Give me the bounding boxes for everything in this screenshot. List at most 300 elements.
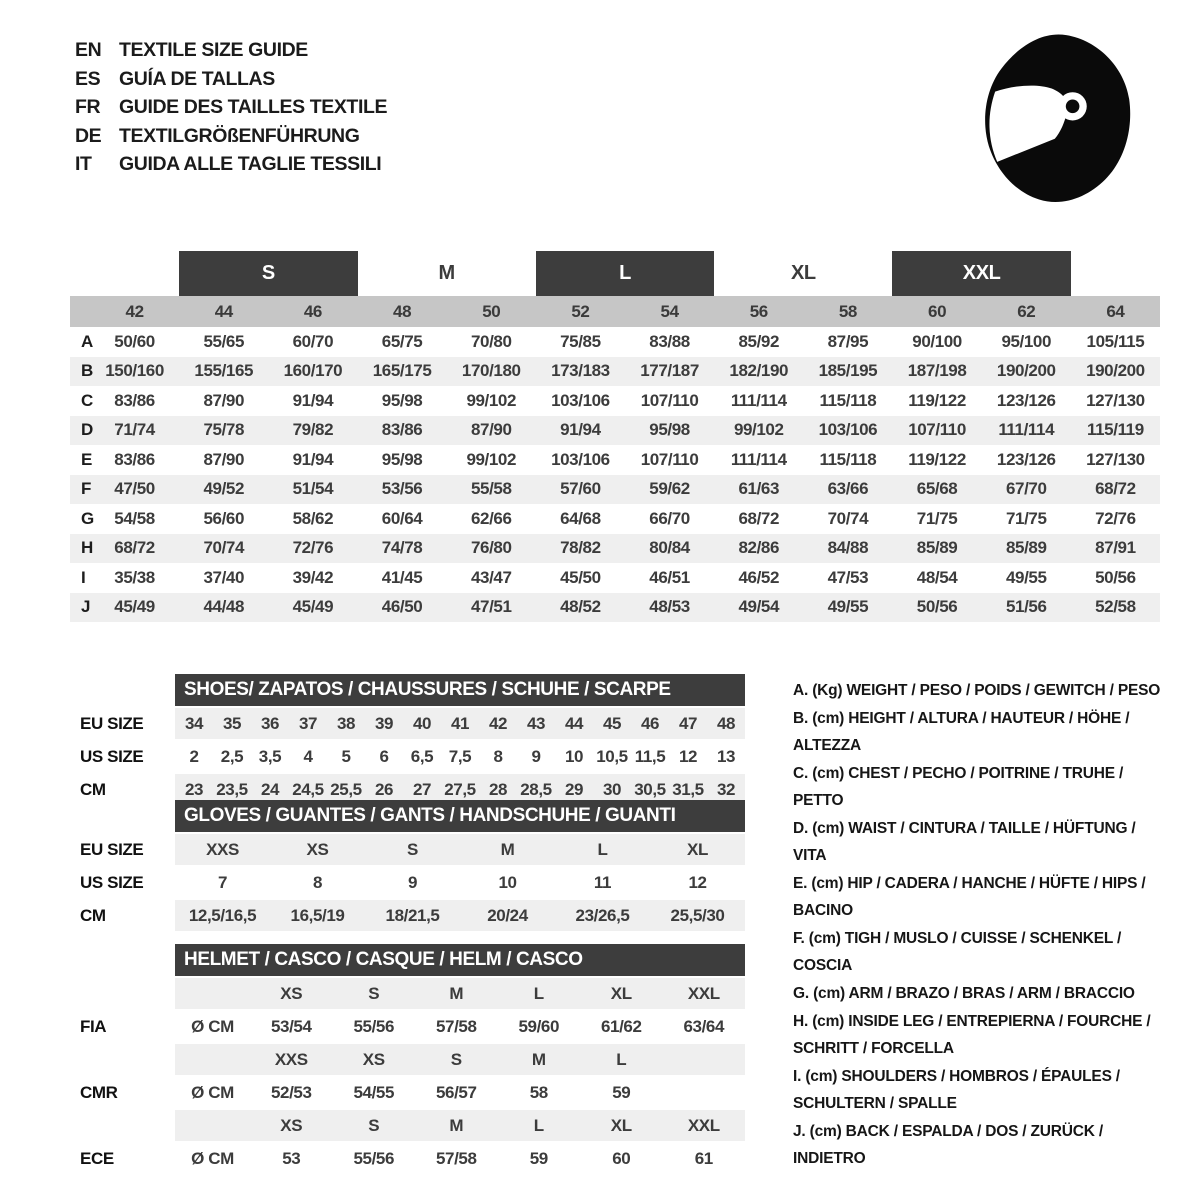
size-value: 182/190 [729,361,789,381]
size-value: 47/53 [827,567,869,587]
measurement-row-g [70,504,1160,534]
size-value: 16,5/19 [290,905,345,925]
helmet-size-label: M [531,1049,546,1069]
size-value: L [597,839,608,859]
size-value: 67/70 [1005,479,1047,499]
language-titles-block [75,36,387,179]
size-value: 83/86 [114,390,155,410]
size-value: 63/64 [683,1016,725,1036]
helmet-sizes-row-ece [75,1110,745,1141]
size-value: 107/110 [640,449,699,469]
size-value: 9 [407,872,418,892]
size-value: 60 [612,1148,631,1168]
size-value: 49/55 [1005,567,1047,587]
measurement-row-c [70,386,1160,416]
row-label: C [81,390,93,410]
size-value: 190/200 [1086,361,1145,381]
size-value: 35/38 [114,567,155,587]
row-label: I [81,567,86,587]
size-value: 25,5/30 [670,905,725,925]
size-group-xxl: XXL [892,251,1070,296]
size-value: 43 [526,713,546,733]
size-value: 84/88 [827,538,869,558]
size-value: 59 [529,1148,548,1168]
helmet-size-table [75,944,745,1174]
size-value: 46/50 [381,597,423,617]
size-column-64: 64 [1106,301,1125,321]
size-value: 29 [564,779,584,799]
size-value: 30 [602,779,622,799]
size-value: 32 [716,779,736,799]
size-value: 150/160 [105,361,164,381]
size-value: 61/62 [600,1016,642,1036]
size-column-44: 44 [214,301,233,321]
standard-label: ECE [80,1148,114,1168]
size-value: 60/64 [381,508,423,528]
size-value: 65/68 [916,479,958,499]
size-value: 75/78 [203,420,245,440]
size-value: 12 [678,746,698,766]
size-value: 72/76 [1095,508,1136,528]
size-value: 65/75 [381,331,423,351]
helmet-size-label: S [368,983,380,1003]
size-value: 53/56 [381,479,423,499]
helmet-size-label: XXL [687,983,720,1003]
measurement-row-a [70,327,1160,357]
size-value: 48/52 [560,597,601,617]
helmet-size-label: S [450,1049,462,1069]
row-label: US SIZE [80,872,144,892]
size-value: 75/85 [560,331,601,351]
size-value: 34 [184,713,204,733]
unit-label: Ø CM [191,1148,234,1168]
size-value: 57/58 [435,1016,477,1036]
legend-item-h: H. (cm) INSIDE LEG / ENTREPIERNA / FOURCHE / SCHRITT / FORCELLA [793,1013,1151,1057]
helmet-values-row-cmr [75,1077,745,1108]
size-value: 39 [374,713,394,733]
helmet-table-title: HELMET / CASCO / CASQUE / HELM / CASCO [175,944,745,976]
size-value: 12 [688,872,707,892]
size-value: 10 [564,746,584,766]
size-group-header-row [70,251,1160,296]
size-value: 31,5 [672,779,704,799]
size-value: 50/56 [916,597,958,617]
size-value: 42 [488,713,508,733]
size-value: 52/58 [1095,597,1136,617]
size-value: 44/48 [203,597,245,617]
size-value: 58 [529,1082,548,1102]
size-value: 24 [260,779,280,799]
size-value: 56/57 [435,1082,477,1102]
size-value: 61 [694,1148,713,1168]
size-value: 58/62 [292,508,334,528]
size-value: 23/26,5 [575,905,630,925]
size-value: 49/52 [203,479,245,499]
size-value: 3,5 [258,746,282,766]
size-value: 36 [260,713,280,733]
size-value: 49/54 [738,597,780,617]
size-value: 35 [222,713,242,733]
size-value: 55/56 [353,1016,395,1036]
legend-item-g: G. (cm) ARM / BRAZO / BRAS / ARM / BRACCIO [793,985,1135,1002]
size-value: 68/72 [738,508,780,528]
helmet-size-label: XXL [687,1115,720,1135]
size-value: 79/82 [292,420,334,440]
size-value: 20/24 [487,905,528,925]
measurement-row-b [70,357,1160,387]
size-value: 54/58 [114,508,155,528]
size-value: 91/94 [292,390,334,410]
size-value: 187/198 [907,361,967,381]
size-value: 78/82 [560,538,601,558]
size-value: 12,5/16,5 [188,905,257,925]
size-value: 59/62 [649,479,690,499]
size-value: 18/21,5 [385,905,440,925]
size-value: 103/106 [818,420,878,440]
gloves-table-rows [75,834,745,931]
standard-label: CMR [80,1082,118,1102]
legend-item-j: J. (cm) BACK / ESPALDA / DOS / ZURÜCK / INDIETRO [793,1123,1103,1167]
size-group-l: L [536,251,714,296]
size-value: 51/54 [292,479,334,499]
size-value: XL [687,839,708,859]
size-value: 95/98 [381,449,423,469]
size-value: 87/90 [203,390,245,410]
language-row-fr [75,93,387,122]
legend-item-b: B. (cm) HEIGHT / ALTURA / HAUTEUR / HÖHE / ALTEZZA [793,710,1130,754]
size-value: 105/115 [1086,331,1145,351]
textile-size-table [70,251,1160,622]
size-value: 71/75 [916,508,958,528]
size-value: 11,5 [634,746,666,766]
guide-title: GUIDE DES TAILLES TEXTILE [119,96,388,118]
size-value: 57/60 [560,479,601,499]
size-value: 160/170 [283,361,343,381]
size-group-xl: XL [790,262,816,284]
size-value: 37 [298,713,318,733]
language-row-de [75,122,387,151]
size-value: 44 [564,713,584,733]
size-value: 91/94 [560,420,601,440]
size-column-42: 42 [125,301,144,321]
shoes-size-table [75,674,745,805]
measurement-legend [793,677,1161,1173]
size-value: 87/90 [470,420,512,440]
language-row-it [75,150,387,179]
size-value: 173/183 [551,361,610,381]
size-value: 70/80 [470,331,512,351]
size-value: 115/119 [1087,420,1144,440]
size-value: 95/98 [381,390,423,410]
language-row-es [75,65,387,94]
size-value: 45/49 [292,597,334,617]
unit-label: Ø CM [191,1016,234,1036]
row-label: EU SIZE [80,713,144,733]
legend-item-c: C. (cm) CHEST / PECHO / POITRINE / TRUHE / PETTO [793,765,1124,809]
size-value: 111/114 [998,420,1055,440]
shoes-row-us-size [75,741,745,772]
size-value: 2 [189,746,199,766]
size-value: 7,5 [448,746,472,766]
row-label: B [81,361,93,381]
size-value: 23,5 [216,779,248,799]
size-value: 46 [640,713,660,733]
size-value: 107/110 [640,390,699,410]
size-value: 10 [498,872,517,892]
size-value: 99/102 [466,449,517,469]
row-label: D [81,420,93,440]
size-value: 177/187 [640,361,699,381]
size-value: XXS [206,839,239,859]
size-value: 46/52 [738,567,780,587]
size-value: 76/80 [470,538,512,558]
measurement-row-d [70,416,1160,446]
size-value: 48/53 [649,597,690,617]
size-value: 38 [336,713,356,733]
size-value: 55/65 [203,331,245,351]
helmet-size-label: XXS [274,1049,308,1069]
size-value: 5 [341,746,351,766]
measurement-row-i [70,563,1160,593]
size-value: M [500,839,515,859]
size-value: 46/51 [649,567,690,587]
unit-label: Ø CM [191,1082,234,1102]
size-value: 95/98 [649,420,690,440]
size-value: 62/66 [470,508,512,528]
shoes-table-title: SHOES/ ZAPATOS / CHAUSSURES / SCHUHE / SCARPE [175,674,745,706]
size-value: 83/86 [114,449,155,469]
size-value: 13 [716,746,736,766]
size-value: 10,5 [596,746,628,766]
size-value: 85/89 [916,538,958,558]
size-value: 64/68 [560,508,601,528]
helmet-size-label: XS [280,1115,303,1135]
size-value: 87/91 [1095,538,1136,558]
gloves-table-title: GLOVES / GUANTES / GANTS / HANDSCHUHE / GUANTI [175,800,745,832]
language-code: EN [75,39,102,61]
size-value: 123/126 [996,390,1056,410]
size-value: 91/94 [292,449,334,469]
legend-item-a: A. (Kg) WEIGHT / PESO / POIDS / GEWITCH / PESO [793,682,1161,699]
helmet-size-label: XS [362,1049,385,1069]
size-value: 24,5 [292,779,324,799]
size-value: 47/50 [114,479,155,499]
size-value: 45/50 [560,567,601,587]
size-value: 52/53 [270,1082,312,1102]
size-value: S [407,839,418,859]
measurement-row-e [70,445,1160,475]
size-value: 60/70 [292,331,334,351]
measurement-row-f [70,475,1160,505]
size-value: 43/47 [470,567,512,587]
size-value: 49/55 [827,597,869,617]
size-value: 47/51 [470,597,512,617]
size-value: 71/75 [1005,508,1047,528]
size-column-52: 52 [571,301,590,321]
size-value: 45 [602,713,622,733]
row-label: E [81,449,92,469]
size-value: 127/130 [1086,390,1145,410]
size-value: 50/56 [1095,567,1136,587]
size-value: 8 [312,872,323,892]
guide-title: GUIDA ALLE TAGLIE TESSILI [119,153,382,175]
legend-item-f: F. (cm) TIGH / MUSLO / CUISSE / SCHENKEL / COSCIA [793,930,1122,974]
size-value: 90/100 [912,331,962,351]
size-value: 50/60 [114,331,155,351]
helmet-size-label: L [533,1115,544,1135]
row-label: CM [80,779,106,799]
row-label: H [81,538,93,558]
size-value: 59 [612,1082,631,1102]
size-value: 53 [282,1148,301,1168]
size-value: 127/130 [1086,449,1145,469]
size-value: 8 [493,746,503,766]
size-value: 68/72 [114,538,155,558]
size-column-46: 46 [303,301,322,321]
size-value: 41/45 [381,567,423,587]
size-value: 41 [450,713,470,733]
size-value: 85/92 [738,331,780,351]
size-value: 107/110 [908,420,966,440]
helmet-size-label: M [449,1115,464,1135]
size-value: 55/56 [353,1148,395,1168]
size-value: 185/195 [818,361,878,381]
size-value: 87/95 [827,331,869,351]
size-value: 57/58 [435,1148,477,1168]
measurement-row-j [70,593,1160,623]
size-column-62: 62 [1017,301,1036,321]
size-value: 123/126 [996,449,1056,469]
gloves-row-cm [75,900,745,931]
size-value: 51/56 [1005,597,1047,617]
size-value: 61/63 [738,479,780,499]
helmet-values-row-ece [75,1143,745,1174]
size-value: 40 [412,713,432,733]
helmet-size-label: XL [610,1115,632,1135]
size-column-56: 56 [749,301,768,321]
size-value: 6,5 [410,746,434,766]
size-value: 80/84 [649,538,690,558]
helmet-table-rows [75,978,745,1174]
size-value: 99/102 [733,420,784,440]
size-value: 23 [184,779,204,799]
size-value: 87/90 [203,449,245,469]
size-column-60: 60 [928,301,947,321]
size-value: 85/89 [1005,538,1047,558]
size-value: 63/66 [827,479,869,499]
legend-item-d: D. (cm) WAIST / CINTURA / TAILLE / HÜFTUNG / VITA [793,820,1136,864]
size-value: 103/106 [551,449,610,469]
helmet-sizes-row-cmr [75,1044,745,1075]
language-code: FR [75,96,101,118]
helmet-size-label: M [449,983,464,1003]
language-row-en [75,36,387,65]
size-value: 70/74 [203,538,245,558]
size-value: 190/200 [996,361,1056,381]
row-label: G [81,508,94,528]
helmet-size-label: S [368,1115,380,1135]
size-value: 119/122 [908,390,966,410]
size-value: 95/100 [1001,331,1052,351]
size-column-54: 54 [660,301,679,321]
size-value: 28,5 [520,779,552,799]
legend-item-i: I. (cm) SHOULDERS / HOMBROS / ÉPAULES / SCHULTERN / SPALLE [793,1068,1120,1112]
size-group-s: S [179,251,357,296]
size-value: 7 [217,872,228,892]
size-value: 99/102 [466,390,517,410]
size-column-48: 48 [393,301,412,321]
shoes-row-eu-size [75,708,745,739]
size-value: 37/40 [203,567,245,587]
gloves-row-eu-size [75,834,745,865]
size-value: 6 [379,746,389,766]
size-value: 28 [488,779,508,799]
size-value: 70/74 [827,508,869,528]
size-value: 55/58 [470,479,512,499]
size-value: 54/55 [353,1082,395,1102]
measurement-row-h [70,534,1160,564]
row-label: A [81,331,93,351]
size-value: 48 [716,713,736,733]
row-label: EU SIZE [80,839,144,859]
row-label: CM [80,905,106,925]
row-label: US SIZE [80,746,144,766]
size-value: 4 [303,746,313,766]
size-value: 27,5 [444,779,476,799]
guide-title: TEXTILE SIZE GUIDE [119,39,308,61]
size-value: 27 [412,779,432,799]
size-value: 25,5 [330,779,362,799]
size-column-58: 58 [838,301,857,321]
language-code: ES [75,67,101,90]
helmet-size-label: XL [610,983,632,1003]
size-value: 45/49 [114,597,155,617]
legend-item-e: E. (cm) HIP / CADERA / HANCHE / HÜFTE / HIPS / BACINO [793,875,1146,919]
size-value: 83/88 [649,331,690,351]
guide-title: TEXTILGRÖßENFÜHRUNG [119,124,360,147]
size-value: 83/86 [381,420,423,440]
size-value: 71/74 [114,420,155,440]
size-column-50: 50 [482,301,501,321]
size-value: 56/60 [203,508,245,528]
size-value: 155/165 [194,361,254,381]
guide-title: GUÍA DE TALLAS [119,67,275,90]
helmet-size-label: L [533,983,544,1003]
language-code: IT [75,153,92,175]
standard-label: FIA [80,1016,107,1036]
size-value: 47 [678,713,698,733]
size-value: 39/42 [292,567,334,587]
size-value: XS [306,839,329,859]
gloves-row-us-size [75,867,745,898]
size-value: 115/118 [819,449,877,469]
size-value: 72/76 [292,538,334,558]
language-code: DE [75,124,102,147]
size-value: 82/86 [738,538,780,558]
size-value: 68/72 [1095,479,1136,499]
size-value: 170/180 [461,361,521,381]
helmet-size-label: L [616,1049,627,1069]
numeric-size-header-row [70,296,1160,327]
size-value: 111/114 [730,390,787,410]
row-label: J [81,597,91,617]
size-value: 103/106 [551,390,610,410]
size-value: 2,5 [220,746,244,766]
helmet-values-row-fia [75,1011,745,1042]
size-value: 74/78 [381,538,423,558]
size-value: 48/54 [916,567,958,587]
size-value: 66/70 [649,508,690,528]
